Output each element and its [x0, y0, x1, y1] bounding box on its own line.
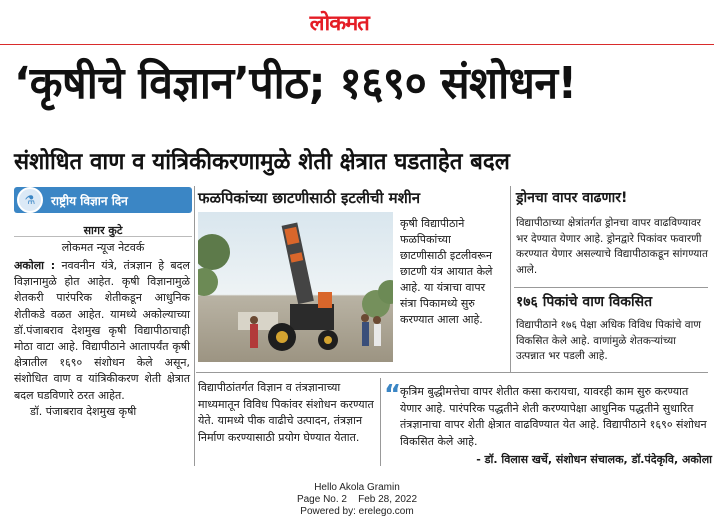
quote-signature: - डॉ. विलास खर्चे, संशोधन संचालक, डॉ.पंदेकृवि, अकोला	[476, 453, 712, 466]
page-info: Page No. 2 Feb 28, 2022	[296, 494, 418, 505]
varieties-section-body: विद्यापीठाने १७६ पेक्षा अधिक विविध पिकांचे वाण विकसित केले आहे. वाणांमुळे शेतकऱ्यांच्या उत्पन्नात भर पडली आहे.	[516, 319, 701, 362]
powered-by: Powered by: erelego.com	[300, 506, 414, 517]
varieties-section-title: १७६ पिकांचे वाण विकसित	[516, 294, 653, 310]
photo-caption: कृषी विद्यापीठाने फळपिकांच्या छाटणीसाठी इटलीवरून छाटणी यंत्र आयात केले आहे. या यंत्राचा वापर संत्रा पिकामध्ये सुरु करण्यात आला आहे.	[400, 217, 493, 326]
expert-quote: कृत्रिम बुद्धीमत्तेचा वापर शेतीत कसा करायचा, यावरही काम सुरु करण्यात येणार आहे. पारंपरिक पद्धतीने शेती करण्यापेक्षा आधुनिक पद्धतीने सुधारित तंत्रज्ञानाचा वापर शेती क्षेत्रात वाढविण्यात येत आहे. विद्यापीठाने १६९० संशोधन विकसित केले आहे.	[400, 385, 707, 448]
quote-icon: “	[384, 380, 402, 410]
headline: ‘कृषीचे विज्ञान’पीठ; १६९० संशोधन!	[14, 58, 577, 109]
page-footer	[0, 482, 714, 518]
column-divider	[194, 186, 195, 466]
masthead-rule	[0, 44, 714, 45]
science-flask-icon: ⚗	[17, 187, 43, 213]
masthead	[0, 0, 714, 44]
edition-name: Hello Akola Gramin	[314, 482, 400, 493]
dateline: अकोला :	[14, 259, 56, 272]
newspaper-logo: लोकमत	[309, 11, 369, 35]
badge-label: राष्ट्रीय विज्ञान दिन	[51, 193, 128, 208]
pruning-machine-photo	[198, 212, 393, 362]
drone-section-title: ड्रोनचा वापर वाढणार!	[516, 190, 628, 206]
subheadline: संशोधित वाण व यांत्रिकीकरणामुळे शेती क्षेत्रात घडताहेत बदल	[14, 149, 510, 175]
section-divider	[196, 372, 708, 373]
research-paragraph: विद्यापीठांतर्गत विज्ञान व तंत्रज्ञानाच्या माध्यमातून विविध पिकांवर संशोधन करण्यात येते. यामध्ये पीक वाढीचे उत्पादन, तंत्रज्ञान निर्माण करण्यासाठी प्रयोग घेण्यात येतात.	[198, 381, 374, 444]
news-agency: लोकमत न्यूज नेटवर्क	[61, 241, 145, 254]
science-day-badge	[14, 187, 192, 213]
article-text-continued: डॉ. पंजाबराव देशमुख कृषी	[30, 404, 137, 418]
drone-section-body: विद्यापीठाच्या क्षेत्रांतर्गत ड्रोनचा वापर वाढविण्यावर भर देण्यात येणार आहे. ड्रोनद्वारे पिकांवर फवारणी करण्यात येणार असल्याचे विद्यापीठाकडून सांगण्यात आले.	[516, 217, 708, 276]
article-text: नववनीन यंत्रे, तंत्रज्ञान हे बदल विज्ञानामुळे होत आहेत. कृषी विज्ञानामुळे शेतकरी पारंपरिक शेतीकडून आधुनिक शेतीकडे वळत आहेत. यामध्ये अकोल्याच्या डॉ.पंजाबराव देशमुख कृषी विद्यापीठाचाही मोठा वाटा आहे. विद्यापीठाने आतापर्यंत कृषी क्षेत्रातील १६९० संशोधन केले असून, संशोधित वाण व यांत्रिकीकरण शेती क्षेत्रात बदल घडविणारे ठरत आहेत.	[14, 259, 190, 402]
column-divider	[510, 186, 511, 372]
column-divider	[380, 378, 381, 466]
photo-section-title: फळपिकांच्या छाटणीसाठी इटलीची मशीन	[198, 189, 421, 207]
section-divider	[514, 287, 708, 288]
article-body	[14, 258, 190, 420]
author-byline: सागर कुटे	[83, 224, 123, 237]
